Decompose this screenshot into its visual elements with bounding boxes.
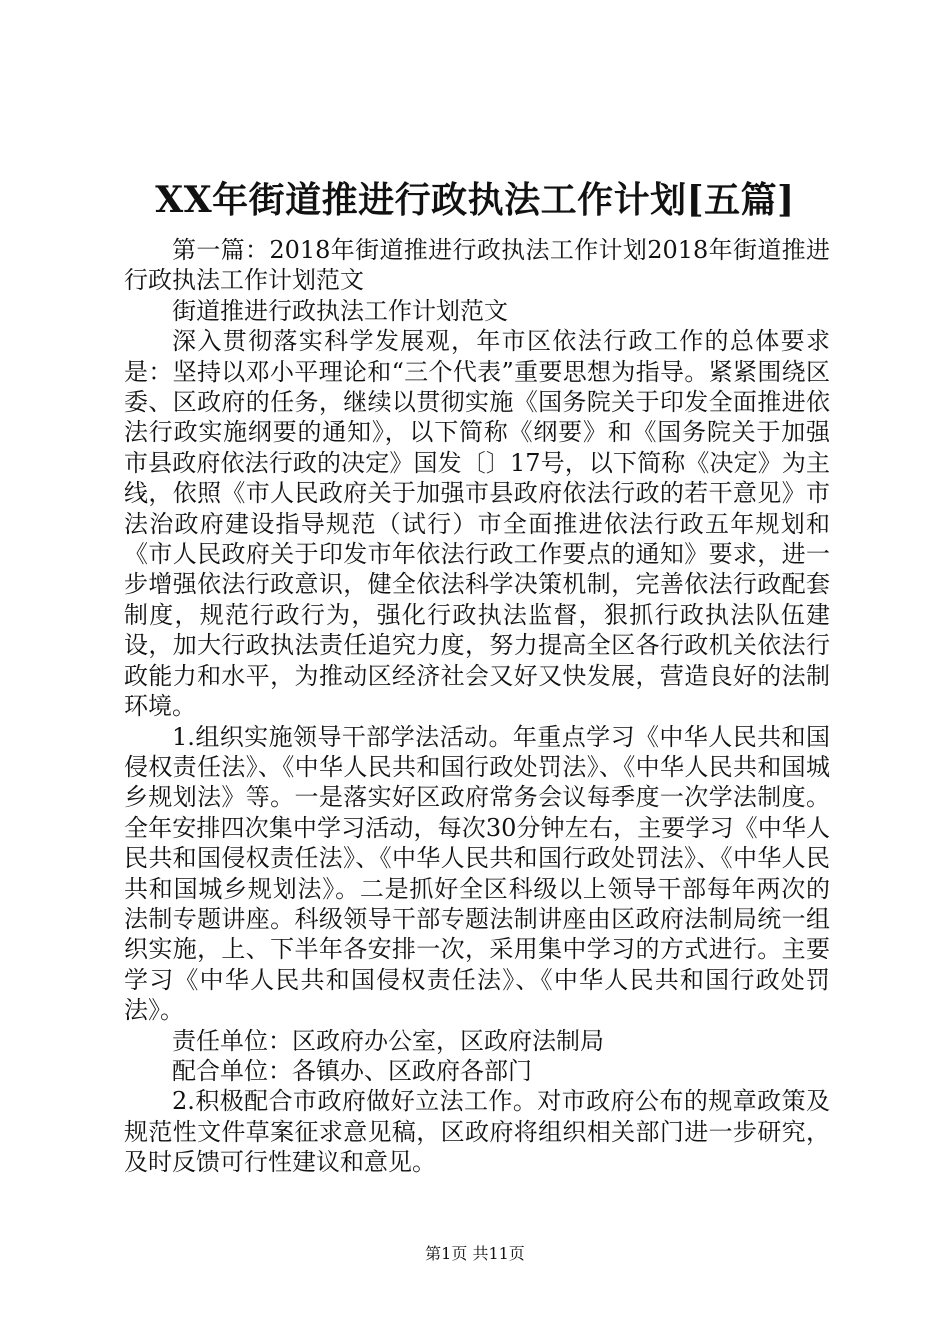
- paragraph-item-2: 2.积极配合市政府做好立法工作。对市政府公布的规章政策及规范性文件草案征求意见稿，区政府将组织相关部门进一步研究，及时反馈可行性建议和意见。: [124, 1087, 830, 1177]
- paragraph-subtitle: 街道推进行政执法工作计划范文: [172, 296, 508, 325]
- paragraph-responsible-unit: 责任单位：区政府办公室，区政府法制局: [172, 1026, 604, 1055]
- page-footer: 第1页 共11页: [425, 1244, 525, 1263]
- paragraph-chapter-heading: 第一篇：2018年街道推进行政执法工作计划2018年街道推进行政执法工作计划范文: [124, 236, 830, 295]
- document-title: XX年街道推进行政执法工作计划[五篇]: [155, 179, 795, 221]
- paragraph-general-requirements: 深入贯彻落实科学发展观，年市区依法行政工作的总体要求是：坚持以邓小平理论和“三个代表”重要思想为指导。紧紧围绕区委、区政府的任务，继续以贯彻实施《国务院关于印发全面推进依法行政实施纲要的通知》，以下简称《纲要》和《国务院关于加强市县政府依法行政的决定》国发〔〕17号，以下简称《决定》为主线，依照《市人民政府关于加强市县政府依法行政的若干意见》市法治政府建设指导规范（试行）市全面推进依法行政五年规划和《市人民政府关于印发市年依法行政工作要点的通知》要求，进一步增强依法行政意识，健全依法科学决策机制，完善依法行政配套制度，规范行政行为，强化行政执法监督，狠抓行政执法队伍建设，加大行政执法责任追究力度，努力提高全区各行政机关依法行政能力和水平，为推动区经济社会又好又快发展，营造良好的法制环境。: [124, 327, 830, 721]
- paragraph-item-1: 1.组织实施领导干部学法活动。年重点学习《中华人民共和国侵权责任法》、《中华人民共和国行政处罚法》、《中华人民共和国城乡规划法》等。一是落实好区政府常务会议每季度一次学法制度。全年安排四次集中学习活动，每次30分钟左右，主要学习《中华人民共和国侵权责任法》、《中华人民共和国行政处罚法》、《中华人民共和国城乡规划法》。二是抓好全区科级以上领导干部每年两次的法制专题讲座。科级领导干部专题法制讲座由区政府法制局统一组织实施，上、下半年各安排一次，采用集中学习的方式进行。主要学习《中华人民共和国侵权责任法》、《中华人民共和国行政处罚法》。: [124, 722, 830, 1025]
- document-body: [124, 235, 830, 1178]
- paragraph-cooperating-unit: 配合单位：各镇办、区政府各部门: [172, 1056, 532, 1085]
